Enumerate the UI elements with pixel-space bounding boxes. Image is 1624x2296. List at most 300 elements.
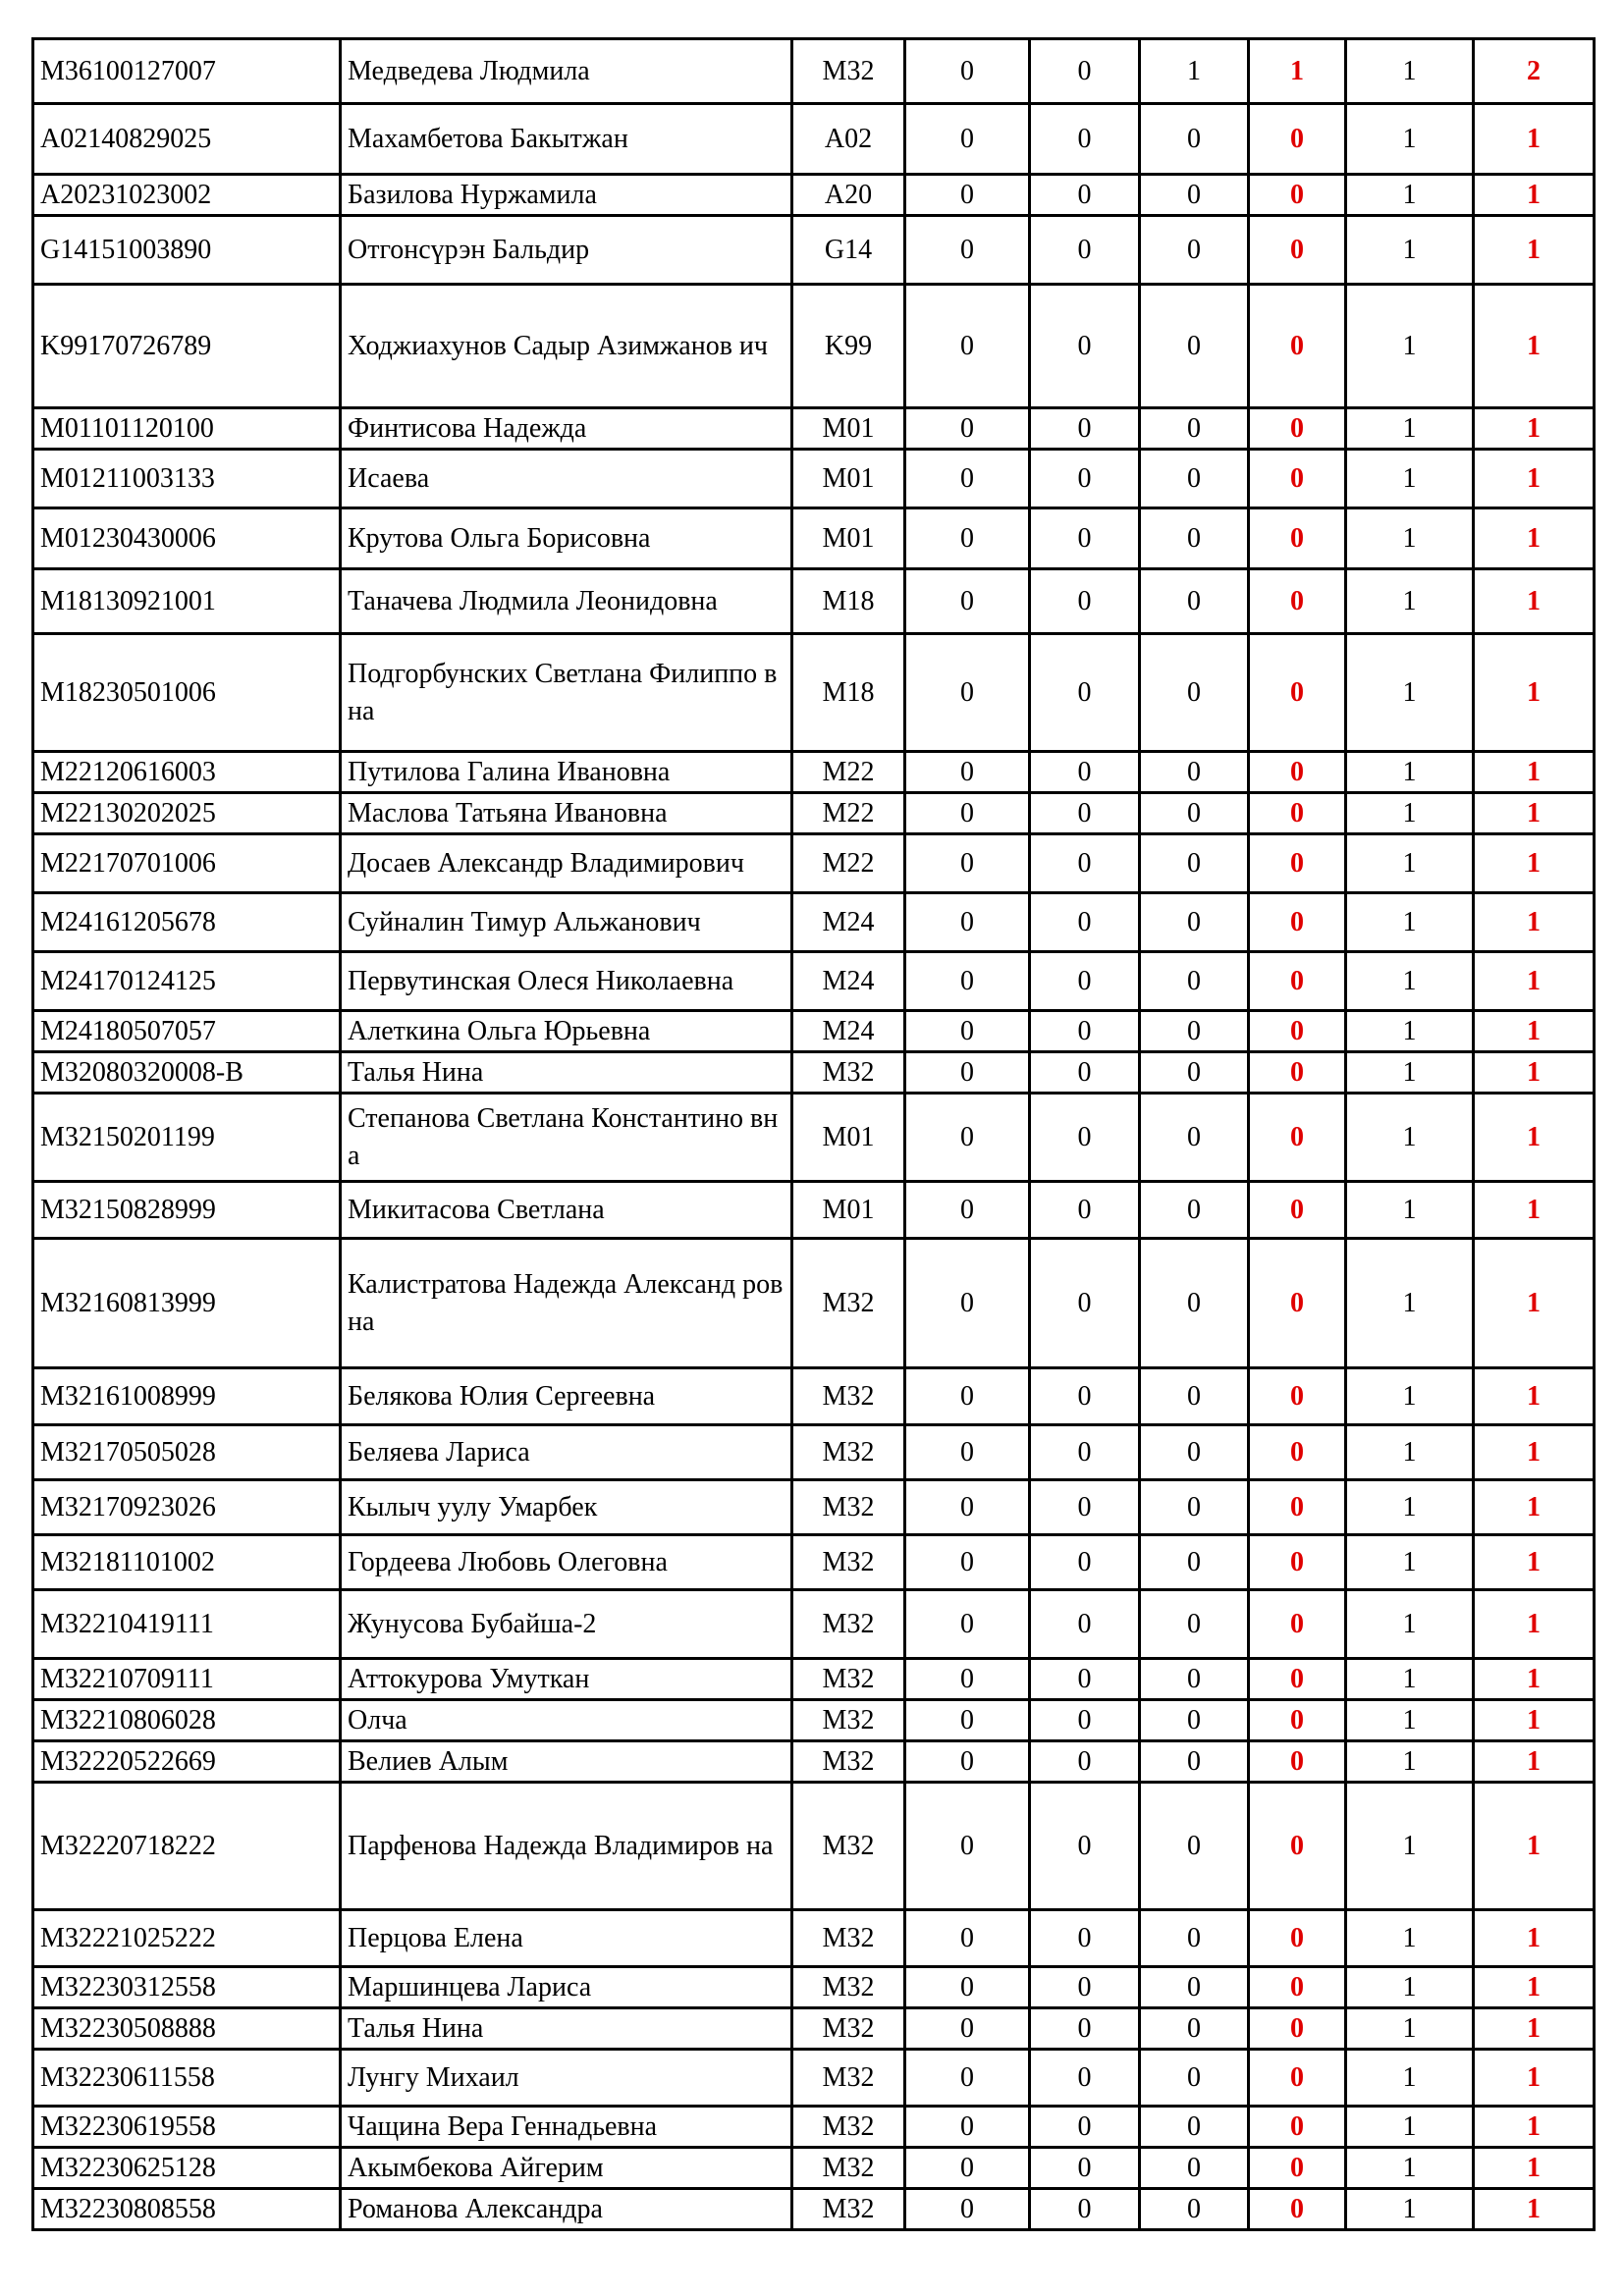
cell-value-2: 0 (1030, 2148, 1140, 2189)
cell-value-2: 0 (1030, 175, 1140, 216)
cell-value-2: 0 (1030, 1480, 1140, 1535)
cell-value-3: 0 (1140, 2008, 1249, 2050)
cell-code: M32181101002 (33, 1535, 341, 1590)
table-row (33, 1182, 1595, 1239)
cell-code: M32221025222 (33, 1910, 341, 1967)
cell-value-4: 0 (1249, 216, 1346, 285)
cell-value-5: 1 (1346, 2148, 1474, 2189)
cell-value-5: 1 (1346, 1011, 1474, 1052)
cell-value-1: 0 (905, 216, 1030, 285)
cell-value-6: 1 (1474, 569, 1595, 634)
cell-value-2: 0 (1030, 834, 1140, 893)
cell-group: M32 (792, 1967, 905, 2008)
cell-group: M18 (792, 634, 905, 752)
table-row (33, 1052, 1595, 1094)
table-row (33, 893, 1595, 952)
cell-value-3: 1 (1140, 39, 1249, 104)
cell-name: Гордеева Любовь Олеговна (341, 1535, 792, 1590)
table-row (33, 834, 1595, 893)
cell-value-4: 0 (1249, 408, 1346, 450)
cell-name: Парфенова Надежда Владимиров на (341, 1783, 792, 1910)
cell-value-4: 0 (1249, 104, 1346, 175)
cell-group: M18 (792, 569, 905, 634)
cell-value-1: 0 (905, 1182, 1030, 1239)
cell-value-3: 0 (1140, 1094, 1249, 1182)
cell-value-2: 0 (1030, 634, 1140, 752)
cell-code: M32220522669 (33, 1741, 341, 1783)
cell-value-4: 0 (1249, 1783, 1346, 1910)
cell-value-6: 1 (1474, 508, 1595, 569)
cell-value-2: 0 (1030, 1011, 1140, 1052)
cell-code: M32210419111 (33, 1590, 341, 1659)
cell-code: A20231023002 (33, 175, 341, 216)
cell-value-2: 0 (1030, 1239, 1140, 1368)
cell-code: M32160813999 (33, 1239, 341, 1368)
table-row (33, 285, 1595, 408)
cell-value-6: 1 (1474, 952, 1595, 1011)
cell-group: M22 (792, 793, 905, 834)
cell-group: M22 (792, 834, 905, 893)
cell-value-5: 1 (1346, 1425, 1474, 1480)
cell-group: M22 (792, 752, 905, 793)
cell-value-3: 0 (1140, 2189, 1249, 2230)
cell-value-2: 0 (1030, 408, 1140, 450)
cell-value-3: 0 (1140, 285, 1249, 408)
cell-value-2: 0 (1030, 104, 1140, 175)
cell-value-5: 1 (1346, 1480, 1474, 1535)
cell-code: M32230508888 (33, 2008, 341, 2050)
cell-value-5: 1 (1346, 1182, 1474, 1239)
cell-value-1: 0 (905, 285, 1030, 408)
table-row (33, 2008, 1595, 2050)
cell-value-5: 1 (1346, 285, 1474, 408)
cell-value-3: 0 (1140, 1368, 1249, 1425)
cell-value-4: 0 (1249, 1011, 1346, 1052)
cell-value-5: 1 (1346, 1368, 1474, 1425)
table-row (33, 793, 1595, 834)
cell-code: M32150828999 (33, 1182, 341, 1239)
cell-value-4: 0 (1249, 1052, 1346, 1094)
table-row (33, 1741, 1595, 1783)
cell-code: M32150201199 (33, 1094, 341, 1182)
table-row (33, 175, 1595, 216)
cell-group: M32 (792, 1239, 905, 1368)
cell-value-1: 0 (905, 2050, 1030, 2107)
cell-value-3: 0 (1140, 569, 1249, 634)
table-row (33, 569, 1595, 634)
cell-value-2: 0 (1030, 1182, 1140, 1239)
cell-name: Суйналин Тимур Альжанович (341, 893, 792, 952)
cell-value-5: 1 (1346, 216, 1474, 285)
cell-name: Махамбетова Бакытжан (341, 104, 792, 175)
cell-value-1: 0 (905, 2008, 1030, 2050)
cell-value-1: 0 (905, 1590, 1030, 1659)
cell-code: M32230808558 (33, 2189, 341, 2230)
cell-value-6: 1 (1474, 1741, 1595, 1783)
cell-value-4: 0 (1249, 2148, 1346, 2189)
cell-value-2: 0 (1030, 1659, 1140, 1700)
cell-value-3: 0 (1140, 1052, 1249, 1094)
table-body (33, 39, 1595, 2230)
cell-value-3: 0 (1140, 216, 1249, 285)
cell-value-5: 1 (1346, 2189, 1474, 2230)
cell-value-5: 1 (1346, 1659, 1474, 1700)
cell-name: Лунгу Михаил (341, 2050, 792, 2107)
cell-value-5: 1 (1346, 634, 1474, 752)
cell-code: M32170505028 (33, 1425, 341, 1480)
cell-value-1: 0 (905, 569, 1030, 634)
cell-name: Путилова Галина Ивановна (341, 752, 792, 793)
cell-group: M32 (792, 2148, 905, 2189)
cell-value-4: 0 (1249, 1700, 1346, 1741)
cell-value-5: 1 (1346, 752, 1474, 793)
cell-value-6: 1 (1474, 1535, 1595, 1590)
cell-group: M32 (792, 2050, 905, 2107)
cell-value-5: 1 (1346, 1741, 1474, 1783)
cell-value-2: 0 (1030, 216, 1140, 285)
cell-group: M32 (792, 1910, 905, 1967)
cell-code: M22130202025 (33, 793, 341, 834)
cell-value-6: 1 (1474, 1052, 1595, 1094)
cell-value-4: 0 (1249, 1535, 1346, 1590)
cell-value-3: 0 (1140, 634, 1249, 752)
cell-value-3: 0 (1140, 834, 1249, 893)
cell-value-1: 0 (905, 634, 1030, 752)
cell-code: M32080320008-B (33, 1052, 341, 1094)
cell-name: Аттокурова Умуткан (341, 1659, 792, 1700)
table-row (33, 634, 1595, 752)
cell-value-5: 1 (1346, 793, 1474, 834)
cell-name: Степанова Светлана Константино вна (341, 1094, 792, 1182)
cell-value-1: 0 (905, 952, 1030, 1011)
cell-value-4: 0 (1249, 1659, 1346, 1700)
cell-group: M32 (792, 2189, 905, 2230)
cell-code: M01211003133 (33, 450, 341, 508)
table-row (33, 1700, 1595, 1741)
cell-name: Медведева Людмила (341, 39, 792, 104)
cell-value-4: 1 (1249, 39, 1346, 104)
table-row (33, 1094, 1595, 1182)
cell-value-6: 1 (1474, 2189, 1595, 2230)
cell-group: M32 (792, 1590, 905, 1659)
cell-value-1: 0 (905, 1239, 1030, 1368)
cell-code: M32230619558 (33, 2107, 341, 2148)
cell-value-2: 0 (1030, 752, 1140, 793)
cell-value-4: 0 (1249, 1182, 1346, 1239)
cell-value-6: 1 (1474, 1783, 1595, 1910)
cell-value-3: 0 (1140, 1910, 1249, 1967)
cell-value-6: 1 (1474, 1910, 1595, 1967)
cell-value-5: 1 (1346, 1700, 1474, 1741)
cell-value-3: 0 (1140, 104, 1249, 175)
cell-value-6: 1 (1474, 893, 1595, 952)
cell-value-4: 0 (1249, 793, 1346, 834)
cell-value-2: 0 (1030, 450, 1140, 508)
cell-value-3: 0 (1140, 508, 1249, 569)
table-row (33, 2050, 1595, 2107)
table-row (33, 1425, 1595, 1480)
cell-value-5: 1 (1346, 508, 1474, 569)
cell-value-1: 0 (905, 1368, 1030, 1425)
cell-value-1: 0 (905, 1480, 1030, 1535)
cell-code: A02140829025 (33, 104, 341, 175)
table-row (33, 2189, 1595, 2230)
table-row (33, 1783, 1595, 1910)
cell-code: M32161008999 (33, 1368, 341, 1425)
cell-name: Маслова Татьяна Ивановна (341, 793, 792, 834)
cell-value-5: 1 (1346, 1239, 1474, 1368)
cell-group: M24 (792, 1011, 905, 1052)
cell-value-3: 0 (1140, 752, 1249, 793)
cell-value-4: 0 (1249, 2107, 1346, 2148)
cell-code: M01101120100 (33, 408, 341, 450)
cell-name: Подгорбунских Светлана Филиппо вна (341, 634, 792, 752)
cell-code: M32230611558 (33, 2050, 341, 2107)
cell-value-6: 1 (1474, 1967, 1595, 2008)
cell-value-1: 0 (905, 1659, 1030, 1700)
cell-value-5: 1 (1346, 2107, 1474, 2148)
cell-value-3: 0 (1140, 1182, 1249, 1239)
cell-value-6: 1 (1474, 285, 1595, 408)
cell-code: M24180507057 (33, 1011, 341, 1052)
cell-value-3: 0 (1140, 1700, 1249, 1741)
cell-name: Крутова Ольга Борисовна (341, 508, 792, 569)
cell-value-2: 0 (1030, 1368, 1140, 1425)
cell-value-5: 1 (1346, 569, 1474, 634)
cell-value-3: 0 (1140, 1590, 1249, 1659)
cell-name: Базилова Нуржамила (341, 175, 792, 216)
cell-name: Микитасова Светлана (341, 1182, 792, 1239)
cell-group: M32 (792, 1535, 905, 1590)
cell-group: M01 (792, 508, 905, 569)
cell-name: Романова Александра (341, 2189, 792, 2230)
cell-value-6: 1 (1474, 1590, 1595, 1659)
cell-value-3: 0 (1140, 1967, 1249, 2008)
cell-value-2: 0 (1030, 1590, 1140, 1659)
cell-name: Ходжиахунов Садыр Азимжанов ич (341, 285, 792, 408)
data-table (31, 37, 1596, 2231)
table-row (33, 508, 1595, 569)
cell-value-4: 0 (1249, 1741, 1346, 1783)
cell-value-2: 0 (1030, 569, 1140, 634)
cell-value-4: 0 (1249, 952, 1346, 1011)
cell-name: Финтисова Надежда (341, 408, 792, 450)
cell-name: Перцова Елена (341, 1910, 792, 1967)
cell-code: K99170726789 (33, 285, 341, 408)
cell-value-6: 1 (1474, 1425, 1595, 1480)
table-row (33, 1659, 1595, 1700)
cell-group: M24 (792, 893, 905, 952)
cell-value-4: 0 (1249, 2189, 1346, 2230)
cell-value-3: 0 (1140, 408, 1249, 450)
cell-value-4: 0 (1249, 1368, 1346, 1425)
cell-value-2: 0 (1030, 2008, 1140, 2050)
cell-value-2: 0 (1030, 1700, 1140, 1741)
cell-group: M01 (792, 1182, 905, 1239)
cell-value-5: 1 (1346, 450, 1474, 508)
cell-value-5: 1 (1346, 1910, 1474, 1967)
cell-name: Белякова Юлия Сергеевна (341, 1368, 792, 1425)
cell-value-1: 0 (905, 793, 1030, 834)
cell-value-3: 0 (1140, 1659, 1249, 1700)
cell-value-1: 0 (905, 1052, 1030, 1094)
cell-name: Таначева Людмила Леонидовна (341, 569, 792, 634)
cell-value-5: 1 (1346, 2050, 1474, 2107)
cell-value-6: 1 (1474, 450, 1595, 508)
cell-value-6: 1 (1474, 104, 1595, 175)
cell-value-4: 0 (1249, 1967, 1346, 2008)
cell-value-6: 1 (1474, 634, 1595, 752)
cell-value-1: 0 (905, 104, 1030, 175)
cell-value-1: 0 (905, 1425, 1030, 1480)
cell-group: K99 (792, 285, 905, 408)
cell-group: M32 (792, 1659, 905, 1700)
cell-value-2: 0 (1030, 1741, 1140, 1783)
cell-value-4: 0 (1249, 285, 1346, 408)
cell-value-1: 0 (905, 408, 1030, 450)
cell-code: M18230501006 (33, 634, 341, 752)
cell-value-1: 0 (905, 1741, 1030, 1783)
cell-value-5: 1 (1346, 175, 1474, 216)
table-row (33, 1368, 1595, 1425)
cell-value-6: 1 (1474, 175, 1595, 216)
cell-value-4: 0 (1249, 450, 1346, 508)
table-row (33, 1910, 1595, 1967)
cell-value-3: 0 (1140, 2107, 1249, 2148)
cell-value-6: 1 (1474, 408, 1595, 450)
cell-group: M32 (792, 1741, 905, 1783)
cell-name: Алеткина Ольга Юрьевна (341, 1011, 792, 1052)
cell-name: Кылыч уулу Умарбек (341, 1480, 792, 1535)
cell-value-3: 0 (1140, 2050, 1249, 2107)
cell-value-4: 0 (1249, 752, 1346, 793)
cell-value-4: 0 (1249, 893, 1346, 952)
cell-value-5: 1 (1346, 408, 1474, 450)
table-row (33, 408, 1595, 450)
cell-value-6: 1 (1474, 216, 1595, 285)
cell-value-2: 0 (1030, 1094, 1140, 1182)
cell-value-1: 0 (905, 1967, 1030, 2008)
cell-group: A02 (792, 104, 905, 175)
cell-value-5: 1 (1346, 952, 1474, 1011)
cell-value-2: 0 (1030, 2189, 1140, 2230)
cell-group: M32 (792, 1368, 905, 1425)
cell-value-2: 0 (1030, 2050, 1140, 2107)
cell-value-4: 0 (1249, 1425, 1346, 1480)
cell-group: M32 (792, 2008, 905, 2050)
cell-value-2: 0 (1030, 1535, 1140, 1590)
cell-value-5: 1 (1346, 39, 1474, 104)
cell-value-1: 0 (905, 39, 1030, 104)
table-row (33, 104, 1595, 175)
cell-value-6: 1 (1474, 1368, 1595, 1425)
cell-name: Олча (341, 1700, 792, 1741)
cell-value-3: 0 (1140, 450, 1249, 508)
cell-value-1: 0 (905, 893, 1030, 952)
cell-value-5: 1 (1346, 1052, 1474, 1094)
cell-name: Талья Нина (341, 2008, 792, 2050)
cell-value-5: 1 (1346, 1783, 1474, 1910)
cell-value-4: 0 (1249, 1094, 1346, 1182)
cell-group: M32 (792, 2107, 905, 2148)
cell-group: M01 (792, 1094, 905, 1182)
table-row (33, 1535, 1595, 1590)
cell-group: M32 (792, 1700, 905, 1741)
cell-code: M32210709111 (33, 1659, 341, 1700)
cell-group: M01 (792, 450, 905, 508)
cell-value-1: 0 (905, 175, 1030, 216)
cell-value-6: 1 (1474, 2050, 1595, 2107)
cell-group: A20 (792, 175, 905, 216)
table-row (33, 752, 1595, 793)
cell-value-2: 0 (1030, 1967, 1140, 2008)
cell-value-3: 0 (1140, 793, 1249, 834)
cell-group: M24 (792, 952, 905, 1011)
cell-value-2: 0 (1030, 1425, 1140, 1480)
cell-code: M32210806028 (33, 1700, 341, 1741)
table-row (33, 952, 1595, 1011)
cell-value-1: 0 (905, 1094, 1030, 1182)
cell-value-3: 0 (1140, 952, 1249, 1011)
cell-group: M01 (792, 408, 905, 450)
cell-value-3: 0 (1140, 175, 1249, 216)
cell-value-3: 0 (1140, 1741, 1249, 1783)
cell-name: Беляева Лариса (341, 1425, 792, 1480)
cell-value-1: 0 (905, 834, 1030, 893)
cell-value-2: 0 (1030, 1052, 1140, 1094)
cell-value-2: 0 (1030, 793, 1140, 834)
table-row (33, 216, 1595, 285)
cell-name: Досаев Александр Владимирович (341, 834, 792, 893)
cell-value-4: 0 (1249, 634, 1346, 752)
cell-value-1: 0 (905, 2189, 1030, 2230)
cell-value-6: 1 (1474, 1700, 1595, 1741)
cell-code: M32170923026 (33, 1480, 341, 1535)
cell-value-3: 0 (1140, 1425, 1249, 1480)
cell-value-5: 1 (1346, 104, 1474, 175)
cell-value-6: 1 (1474, 1182, 1595, 1239)
cell-value-4: 0 (1249, 2008, 1346, 2050)
cell-name: Акымбекова Айгерим (341, 2148, 792, 2189)
cell-code: M32230312558 (33, 1967, 341, 2008)
cell-value-6: 1 (1474, 2148, 1595, 2189)
cell-value-4: 0 (1249, 1480, 1346, 1535)
cell-value-4: 0 (1249, 834, 1346, 893)
cell-value-1: 0 (905, 1910, 1030, 1967)
table-row (33, 1590, 1595, 1659)
cell-value-1: 0 (905, 1011, 1030, 1052)
cell-value-1: 0 (905, 508, 1030, 569)
cell-code: M01230430006 (33, 508, 341, 569)
cell-code: G14151003890 (33, 216, 341, 285)
cell-value-5: 1 (1346, 1590, 1474, 1659)
cell-value-2: 0 (1030, 39, 1140, 104)
cell-value-3: 0 (1140, 893, 1249, 952)
cell-group: M32 (792, 39, 905, 104)
cell-value-2: 0 (1030, 1910, 1140, 1967)
cell-value-4: 0 (1249, 508, 1346, 569)
table-row (33, 1480, 1595, 1535)
cell-value-3: 0 (1140, 1011, 1249, 1052)
cell-value-4: 0 (1249, 2050, 1346, 2107)
cell-name: Жунусова Бубайша-2 (341, 1590, 792, 1659)
cell-value-5: 1 (1346, 1094, 1474, 1182)
cell-value-4: 0 (1249, 1910, 1346, 1967)
cell-value-2: 0 (1030, 1783, 1140, 1910)
table-row (33, 1011, 1595, 1052)
cell-value-5: 1 (1346, 834, 1474, 893)
cell-value-1: 0 (905, 1700, 1030, 1741)
